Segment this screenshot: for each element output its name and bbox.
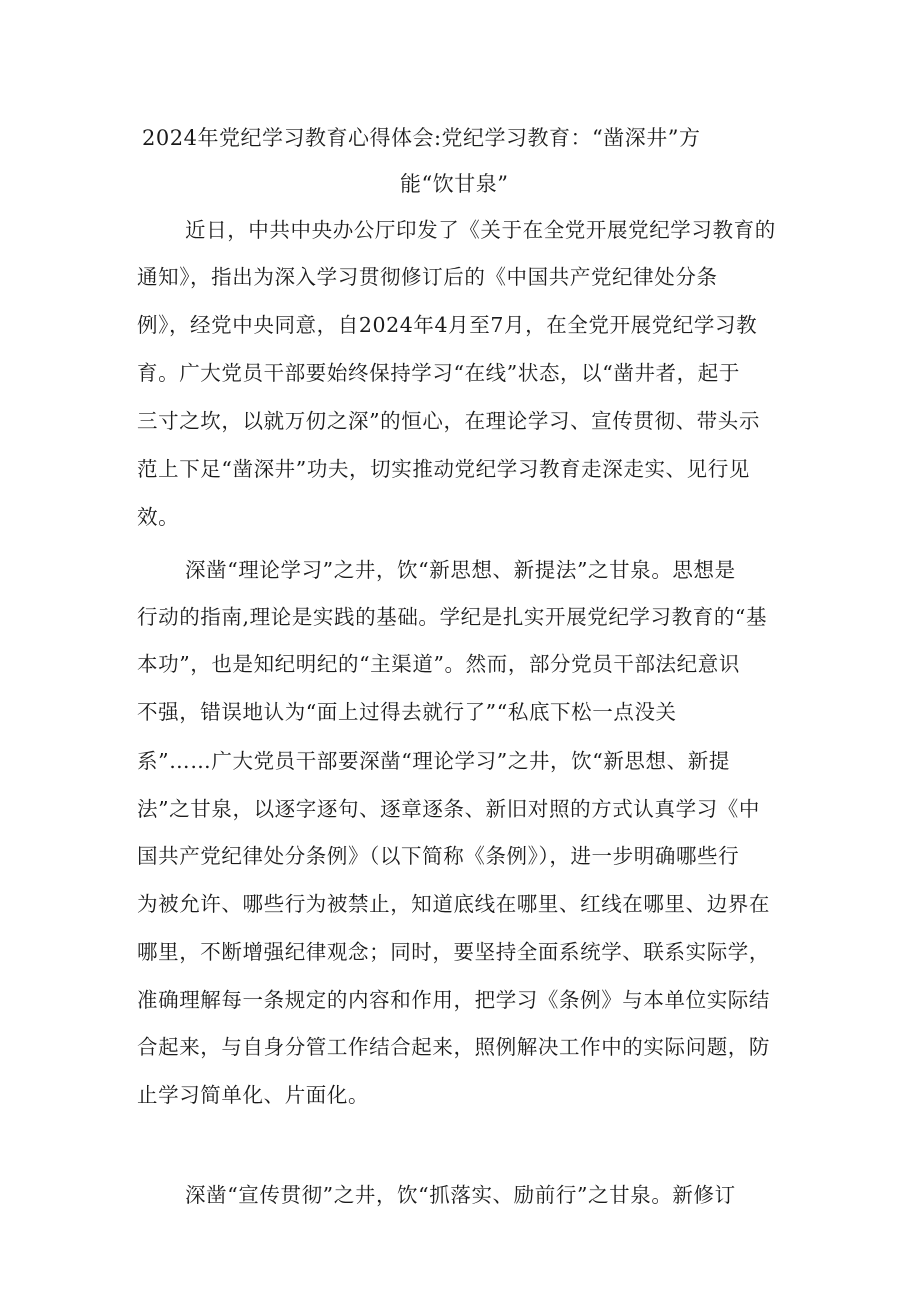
paragraph-2-line-11: 合起来，与自身分管工作结合起来，照例解决工作中的实际问题，防	[137, 1035, 770, 1059]
paragraph-2-line-3: 本功”，也是知纪明纪的“主渠道”。然而，部分党员干部法纪意识	[137, 652, 740, 676]
paragraph-2-line-10: 准确理解每一条规定的内容和作用，把学习《条例》与本单位实际结	[137, 988, 770, 1012]
document-title-line-1: 2024年党纪学习教育心得体会:党纪学习教育：“凿深井”方	[142, 126, 701, 150]
document-title-line-2: 能“饮甘泉”	[400, 172, 509, 196]
paragraph-1-line-2: 通知》，指出为深入学习贯彻修订后的《中国共产党纪律处分条	[137, 265, 718, 289]
paragraph-2-line-5: 系”……广大党员干部要深凿“理论学习”之井，饮“新思想、新提	[137, 749, 730, 773]
paragraph-2-line-9: 哪里，不断增强纪律观念；同时，要坚持全面系统学、联系实际学，	[137, 940, 770, 964]
paragraph-2-line-4: 不强，错误地认为“面上过得去就行了”“私底下松一点没关	[137, 700, 677, 724]
paragraph-2-line-2: 行动的指南,理论是实践的基础。学纪是扎实开展党纪学习教育的“基	[137, 605, 768, 629]
paragraph-2-line-12: 止学习简单化、片面化。	[137, 1083, 370, 1107]
paragraph-1-line-3: 例》，经党中央同意，自2024年4月至7月，在全党开展党纪学习教	[137, 313, 758, 337]
paragraph-1-line-6: 范上下足“凿深井”功夫，切实推动党纪学习教育走深走实、见行见	[137, 457, 750, 481]
paragraph-2-line-8: 为被允许、哪些行为被禁止，知道底线在哪里、红线在哪里、边界在	[137, 892, 770, 916]
paragraph-1-line-5: 三寸之坎，以就万仞之深”的恒心，在理论学习、宣传贯彻、带头示	[137, 409, 760, 433]
paragraph-3-line-1: 深凿“宣传贯彻”之井，饮“抓落实、励前行”之甘泉。新修订	[185, 1183, 736, 1207]
paragraph-2-line-1: 深凿“理论学习”之井，饮“新思想、新提法”之甘泉。思想是	[185, 558, 736, 582]
paragraph-2-line-6: 法”之甘泉，以逐字逐句、逐章逐条、新旧对照的方式认真学习《中	[137, 797, 760, 821]
paragraph-1-line-4: 育。广大党员干部要始终保持学习“在线”状态，以“凿井者，起于	[137, 361, 740, 385]
paragraph-1-line-7: 效。	[137, 505, 180, 529]
paragraph-2-line-7: 国共产党纪律处分条例》（以下简称《条例》），进一步明确哪些行	[137, 844, 740, 868]
paragraph-1-line-1: 近日，中共中央办公厅印发了《关于在全党开展党纪学习教育的	[185, 218, 776, 242]
